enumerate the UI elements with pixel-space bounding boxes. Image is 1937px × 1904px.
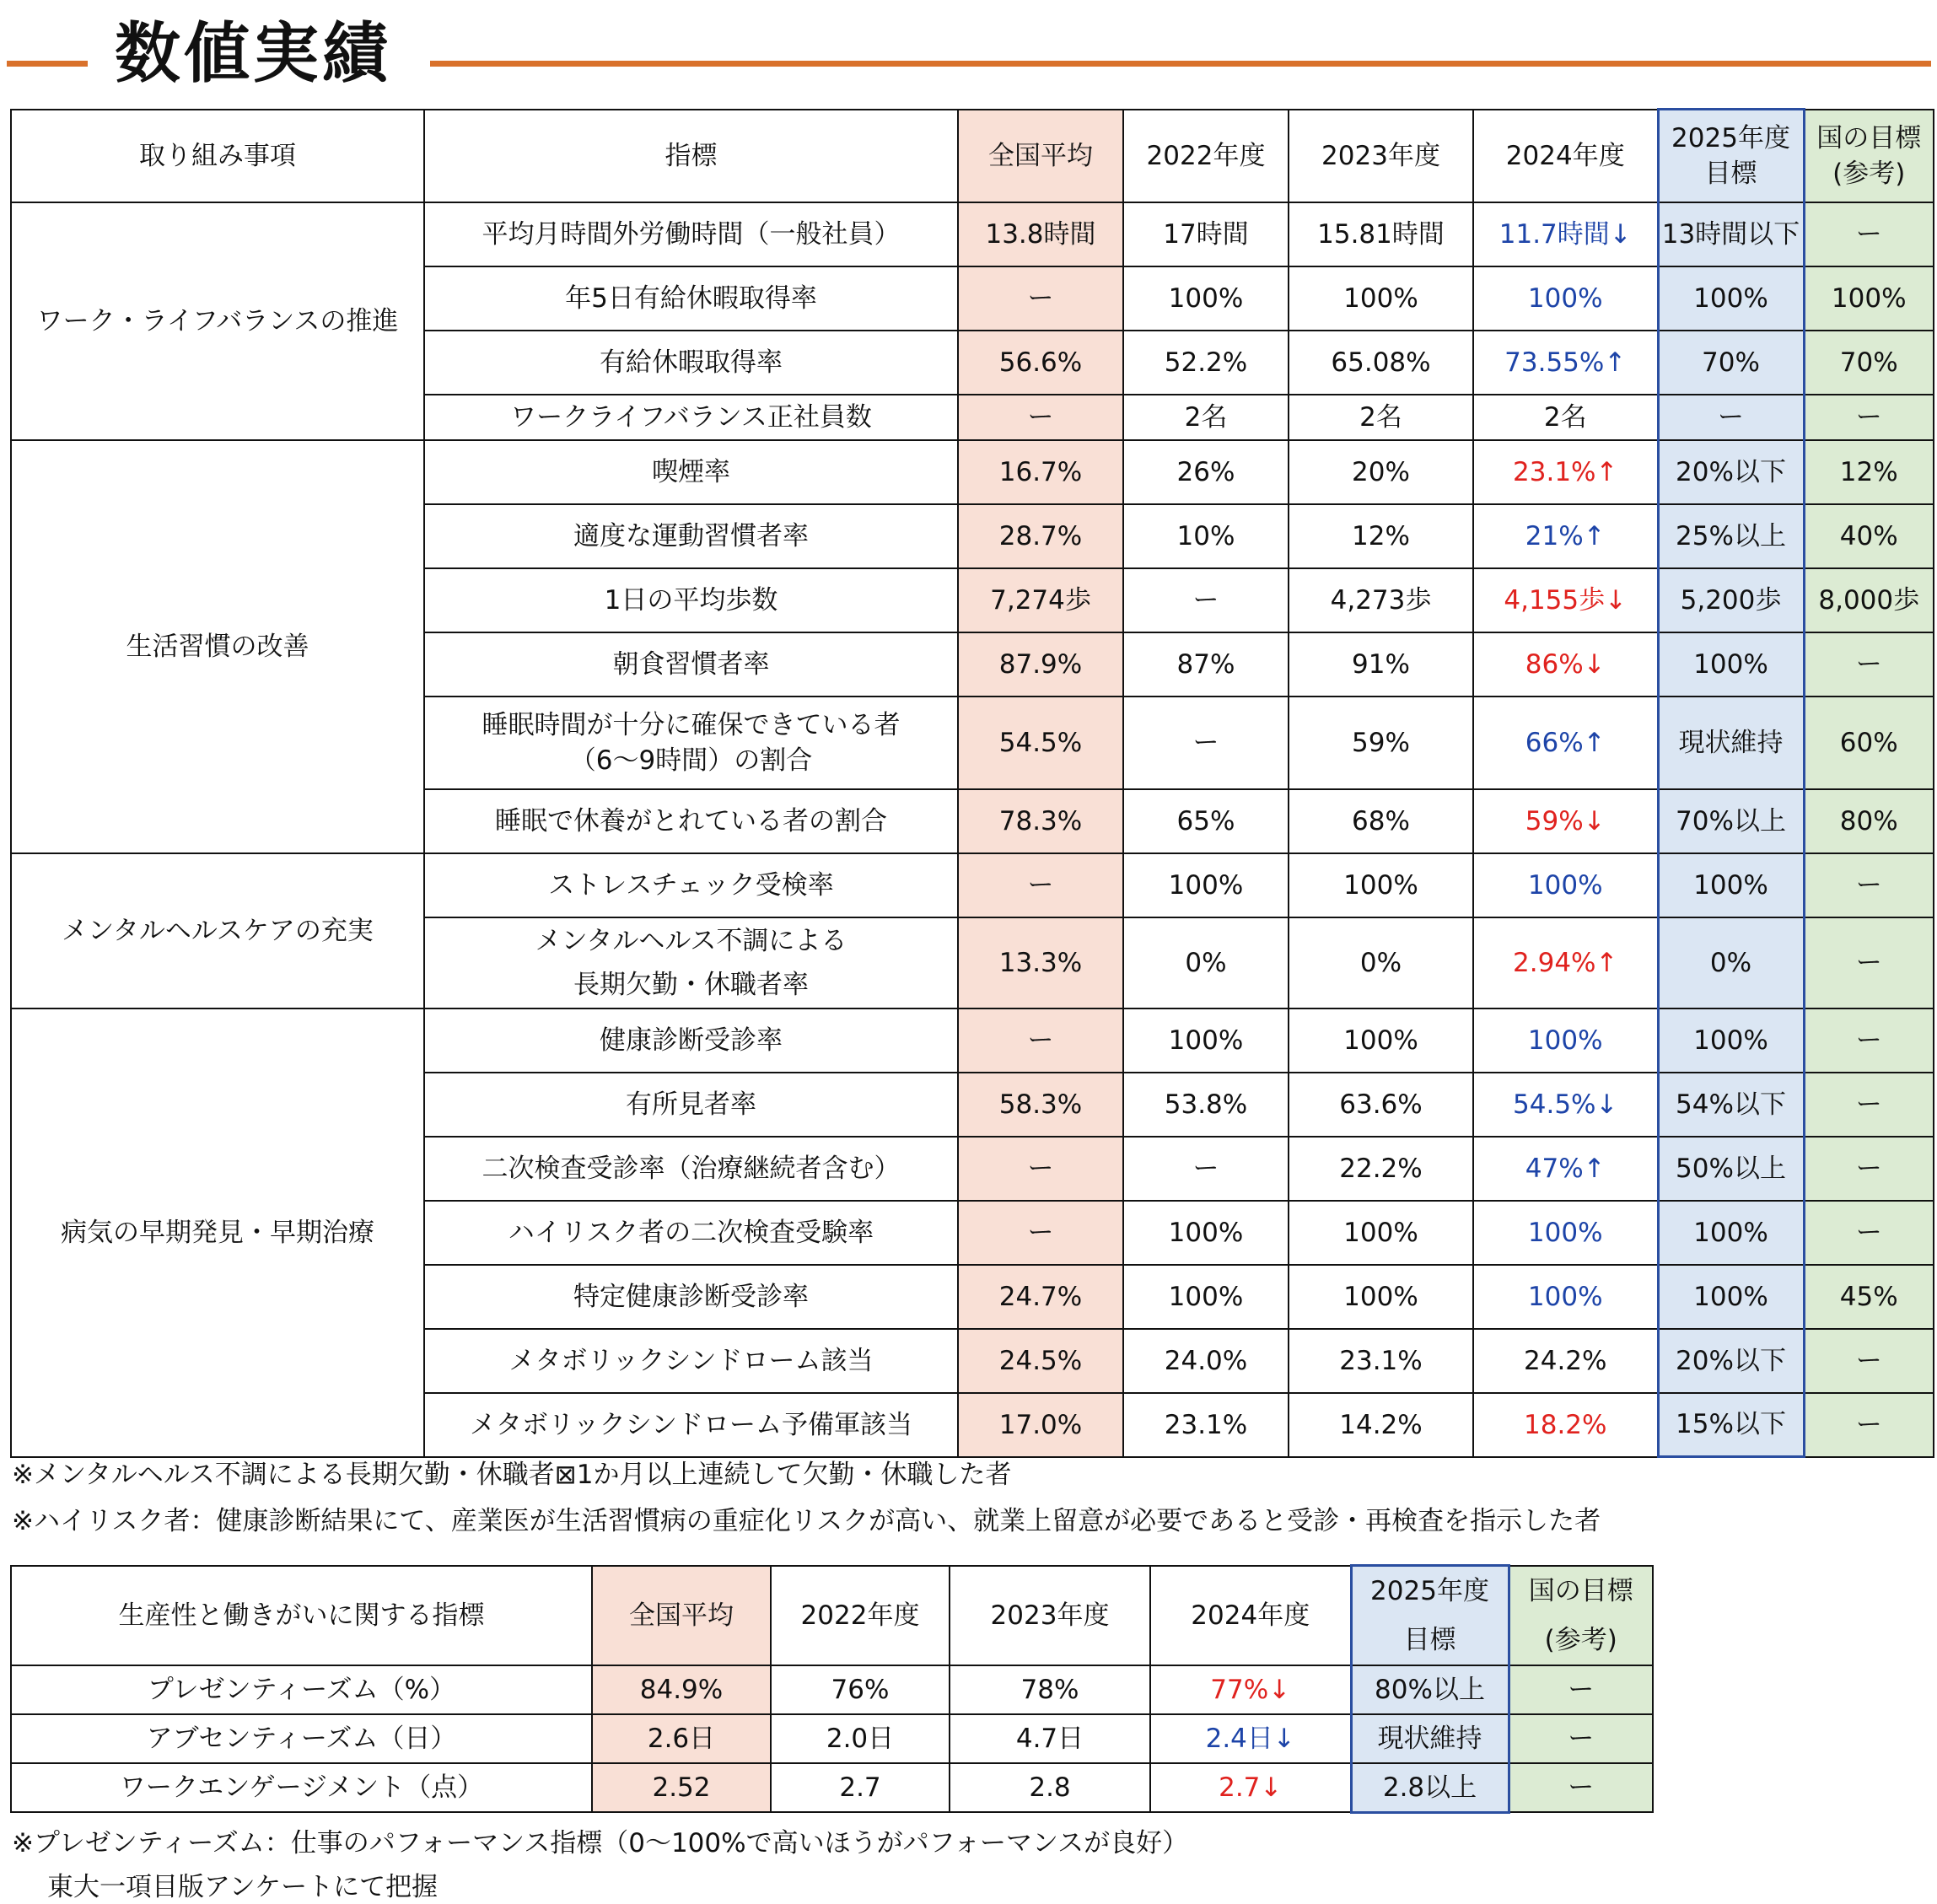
ref-cell: 8,000歩 <box>1804 568 1934 632</box>
y2022-cell: ー <box>1123 1137 1289 1201</box>
header-target-line1: 2025年度 <box>1671 122 1790 153</box>
header-national: 全国平均 <box>592 1566 771 1666</box>
ref-cell: ー <box>1804 1329 1934 1393</box>
y2024-cell: 24.2% <box>1473 1329 1658 1393</box>
y2024-cell: 54.5%↓ <box>1473 1073 1658 1137</box>
target-cell: 20%以下 <box>1658 440 1804 504</box>
y2024-cell: 86%↓ <box>1473 632 1658 697</box>
ref-cell: ー <box>1509 1763 1653 1812</box>
ref-cell: ー <box>1804 1393 1934 1457</box>
y2024-cell: 73.55%↑ <box>1473 331 1658 395</box>
y2024-cell: 2名 <box>1473 395 1658 440</box>
indicator-cell: 平均月時間外労働時間（一般社員） <box>424 202 958 266</box>
y2024-cell: 100% <box>1473 1265 1658 1329</box>
header-2022: 2022年度 <box>771 1566 950 1666</box>
footnote: 東大一項目版アンケートにて把握 <box>47 1872 439 1902</box>
y2022-cell: 100% <box>1123 1201 1289 1265</box>
y2023-cell: 4.7日 <box>950 1714 1150 1763</box>
ref-cell: ー <box>1804 1073 1934 1137</box>
header-ref <box>1509 1566 1653 1666</box>
national-cell: ー <box>958 266 1123 331</box>
ref-cell: ー <box>1804 853 1934 917</box>
title-rule-right <box>430 61 1931 67</box>
y2022-cell: 76% <box>771 1665 950 1714</box>
y2022-cell: 65% <box>1123 789 1289 853</box>
national-cell: 2.52 <box>592 1763 771 1812</box>
header-target <box>1351 1566 1509 1666</box>
y2024-cell: 100% <box>1473 266 1658 331</box>
national-cell: 13.3% <box>958 917 1123 1008</box>
indicator-cell: 睡眠で休養がとれている者の割合 <box>424 789 958 853</box>
indicator-cell: ワークライフバランス正社員数 <box>424 395 958 440</box>
target-cell: 5,200歩 <box>1658 568 1804 632</box>
indicator-cell <box>424 917 958 1008</box>
national-cell: 56.6% <box>958 331 1123 395</box>
footnote: ※ハイリスク者：健康診断結果にて、産業医が生活習慣病の重症化リスクが高い、就業上留意が必要であると受診・再検査を指示した者 <box>12 1506 1601 1536</box>
table-row <box>11 853 1934 917</box>
national-cell: 13.8時間 <box>958 202 1123 266</box>
national-cell: ー <box>958 395 1123 440</box>
national-cell: 54.5% <box>958 697 1123 789</box>
national-cell: 7,274歩 <box>958 568 1123 632</box>
target-cell: 100% <box>1658 1265 1804 1329</box>
table-row <box>11 1665 1653 1714</box>
footnote: ※メンタルヘルス不調による長期欠勤・休職者⊠1か月以上連続して欠勤・休職した者 <box>12 1460 1012 1490</box>
ref-cell: 80% <box>1804 789 1934 853</box>
y2022-cell: 52.2% <box>1123 331 1289 395</box>
y2023-cell: 2.8 <box>950 1763 1150 1812</box>
table-row <box>11 1763 1653 1812</box>
y2023-cell: 100% <box>1289 853 1473 917</box>
y2022-cell: ー <box>1123 697 1289 789</box>
y2023-cell: 20% <box>1289 440 1473 504</box>
ref-cell: ー <box>1804 1201 1934 1265</box>
y2024-cell: 21%↑ <box>1473 504 1658 568</box>
y2023-cell: 2名 <box>1289 395 1473 440</box>
national-cell: 78.3% <box>958 789 1123 853</box>
page-title: 数値実績 <box>115 16 392 92</box>
indicator-cell: 特定健康診断受診率 <box>424 1265 958 1329</box>
indicator-cell <box>424 697 958 789</box>
y2023-cell: 15.81時間 <box>1289 202 1473 266</box>
header-indicator: 生産性と働きがいに関する指標 <box>11 1566 592 1666</box>
target-cell: 80%以上 <box>1351 1665 1509 1714</box>
target-cell: 70%以上 <box>1658 789 1804 853</box>
target-cell: 50%以上 <box>1658 1137 1804 1201</box>
title-row <box>0 0 1937 101</box>
header-target-line2: 目標 <box>1403 1625 1456 1655</box>
national-cell: 84.9% <box>592 1665 771 1714</box>
national-cell: 16.7% <box>958 440 1123 504</box>
y2023-cell: 68% <box>1289 789 1473 853</box>
health-results-table <box>10 108 1934 1458</box>
y2024-cell: 100% <box>1473 1201 1658 1265</box>
indicator-line: （6〜9時間）の割合 <box>569 745 813 776</box>
header-national: 全国平均 <box>958 110 1123 202</box>
target-cell: 100% <box>1658 853 1804 917</box>
category-cell: メンタルヘルスケアの充実 <box>11 853 424 1008</box>
ref-cell: ー <box>1509 1665 1653 1714</box>
header-ref <box>1804 110 1934 202</box>
indicator-cell: 喫煙率 <box>424 440 958 504</box>
y2024-cell: 18.2% <box>1473 1393 1658 1457</box>
y2022-cell: 0% <box>1123 917 1289 1008</box>
y2022-cell: 17時間 <box>1123 202 1289 266</box>
indicator-cell: 朝食習慣者率 <box>424 632 958 697</box>
y2023-cell: 100% <box>1289 1008 1473 1073</box>
national-cell: 58.3% <box>958 1073 1123 1137</box>
header-2023: 2023年度 <box>950 1566 1150 1666</box>
ref-cell: 100% <box>1804 266 1934 331</box>
indicator-cell: ストレスチェック受検率 <box>424 853 958 917</box>
ref-cell: ー <box>1804 632 1934 697</box>
footnote: ※プレゼンティーズム：仕事のパフォーマンス指標（0〜100%で高いほうがパフォーマンスが良好） <box>12 1828 1189 1858</box>
y2022-cell: 100% <box>1123 266 1289 331</box>
title-rule-left <box>7 61 88 67</box>
header-2024: 2024年度 <box>1473 110 1658 202</box>
ref-cell: 60% <box>1804 697 1934 789</box>
ref-cell: 70% <box>1804 331 1934 395</box>
y2023-cell: 100% <box>1289 1265 1473 1329</box>
indicator-cell: 1日の平均歩数 <box>424 568 958 632</box>
y2023-cell: 4,273歩 <box>1289 568 1473 632</box>
y2023-cell: 91% <box>1289 632 1473 697</box>
indicator-cell: 適度な運動習慣者率 <box>424 504 958 568</box>
y2023-cell: 12% <box>1289 504 1473 568</box>
productivity-table <box>10 1564 1654 1814</box>
y2023-cell: 23.1% <box>1289 1329 1473 1393</box>
y2022-cell: 24.0% <box>1123 1329 1289 1393</box>
header-2024: 2024年度 <box>1150 1566 1351 1666</box>
y2022-cell: 2名 <box>1123 395 1289 440</box>
table-row <box>11 202 1934 266</box>
header-ref-line1: 国の目標 <box>1816 122 1922 153</box>
national-cell: 87.9% <box>958 632 1123 697</box>
y2022-cell: 10% <box>1123 504 1289 568</box>
indicator-cell: メタボリックシンドローム予備軍該当 <box>424 1393 958 1457</box>
y2024-cell: 2.7↓ <box>1150 1763 1351 1812</box>
y2022-cell: 100% <box>1123 853 1289 917</box>
indicator-cell: メタボリックシンドローム該当 <box>424 1329 958 1393</box>
y2024-cell: 77%↓ <box>1150 1665 1351 1714</box>
category-cell: 病気の早期発見・早期治療 <box>11 1008 424 1457</box>
header-ref-line1: 国の目標 <box>1528 1575 1633 1606</box>
y2022-cell: 23.1% <box>1123 1393 1289 1457</box>
y2024-cell: 59%↓ <box>1473 789 1658 853</box>
national-cell: 24.5% <box>958 1329 1123 1393</box>
y2022-cell: 26% <box>1123 440 1289 504</box>
target-cell: 100% <box>1658 632 1804 697</box>
target-cell: 0% <box>1658 917 1804 1008</box>
category-cell: 生活習慣の改善 <box>11 440 424 853</box>
y2023-cell: 59% <box>1289 697 1473 789</box>
ref-cell: ー <box>1804 1137 1934 1201</box>
y2024-cell: 47%↑ <box>1473 1137 1658 1201</box>
target-cell: 100% <box>1658 266 1804 331</box>
target-cell: 70% <box>1658 331 1804 395</box>
y2023-cell: 65.08% <box>1289 331 1473 395</box>
y2023-cell: 100% <box>1289 1201 1473 1265</box>
indicator-cell: 健康診断受診率 <box>424 1008 958 1073</box>
target-cell: 100% <box>1658 1008 1804 1073</box>
national-cell: ー <box>958 853 1123 917</box>
national-cell: 17.0% <box>958 1393 1123 1457</box>
indicator-cell: ワークエンゲージメント（点） <box>11 1763 592 1812</box>
header-target <box>1658 110 1804 202</box>
header-target-line2: 目標 <box>1704 158 1757 189</box>
ref-cell: ー <box>1804 202 1934 266</box>
header-ref-line2: (参考) <box>1544 1624 1617 1655</box>
indicator-line: 睡眠時間が十分に確保できている者 <box>482 709 901 740</box>
header-indicator: 指標 <box>424 110 958 202</box>
national-cell: 24.7% <box>958 1265 1123 1329</box>
target-cell: 25%以上 <box>1658 504 1804 568</box>
y2024-cell: 23.1%↑ <box>1473 440 1658 504</box>
indicator-cell: アブセンティーズム（日） <box>11 1714 592 1763</box>
y2024-cell: 66%↑ <box>1473 697 1658 789</box>
target-cell: 2.8以上 <box>1351 1763 1509 1812</box>
y2023-cell: 78% <box>950 1665 1150 1714</box>
y2024-cell: 11.7時間↓ <box>1473 202 1658 266</box>
target-cell: 15%以下 <box>1658 1393 1804 1457</box>
national-cell: 2.6日 <box>592 1714 771 1763</box>
y2022-cell: 87% <box>1123 632 1289 697</box>
header-category: 取り組み事項 <box>11 110 424 202</box>
table-row <box>11 440 1934 504</box>
header-2023: 2023年度 <box>1289 110 1473 202</box>
y2024-cell: 100% <box>1473 1008 1658 1073</box>
y2024-cell: 2.4日↓ <box>1150 1714 1351 1763</box>
ref-cell: 45% <box>1804 1265 1934 1329</box>
indicator-cell: 二次検査受診率（治療継続者含む） <box>424 1137 958 1201</box>
y2024-cell: 2.94%↑ <box>1473 917 1658 1008</box>
y2023-cell: 63.6% <box>1289 1073 1473 1137</box>
y2022-cell: ー <box>1123 568 1289 632</box>
ref-cell: 40% <box>1804 504 1934 568</box>
indicator-cell: 年5日有給休暇取得率 <box>424 266 958 331</box>
y2023-cell: 0% <box>1289 917 1473 1008</box>
indicator-line: メンタルヘルス不調による <box>535 925 847 956</box>
indicator-cell: ハイリスク者の二次検査受験率 <box>424 1201 958 1265</box>
target-cell: 現状維持 <box>1351 1714 1509 1763</box>
y2022-cell: 100% <box>1123 1265 1289 1329</box>
ref-cell: ー <box>1804 395 1934 440</box>
indicator-cell: 有所見者率 <box>424 1073 958 1137</box>
table-row <box>11 1714 1653 1763</box>
y2023-cell: 14.2% <box>1289 1393 1473 1457</box>
y2022-cell: 100% <box>1123 1008 1289 1073</box>
y2024-cell: 4,155歩↓ <box>1473 568 1658 632</box>
target-cell: 100% <box>1658 1201 1804 1265</box>
y2022-cell: 53.8% <box>1123 1073 1289 1137</box>
target-cell: 現状維持 <box>1658 697 1804 789</box>
national-cell: ー <box>958 1008 1123 1073</box>
target-cell: 54%以下 <box>1658 1073 1804 1137</box>
ref-cell: ー <box>1509 1714 1653 1763</box>
target-cell: ー <box>1658 395 1804 440</box>
national-cell: 28.7% <box>958 504 1123 568</box>
table-row <box>11 1008 1934 1073</box>
y2024-cell: 100% <box>1473 853 1658 917</box>
ref-cell: ー <box>1804 917 1934 1008</box>
header-target-line1: 2025年度 <box>1370 1576 1489 1606</box>
indicator-line: 長期欠勤・休職者率 <box>573 969 809 1000</box>
table-header-row <box>11 1566 1653 1666</box>
ref-cell: ー <box>1804 1008 1934 1073</box>
indicator-cell: 有給休暇取得率 <box>424 331 958 395</box>
y2023-cell: 22.2% <box>1289 1137 1473 1201</box>
national-cell: ー <box>958 1137 1123 1201</box>
y2022-cell: 2.0日 <box>771 1714 950 1763</box>
y2023-cell: 100% <box>1289 266 1473 331</box>
ref-cell: 12% <box>1804 440 1934 504</box>
national-cell: ー <box>958 1201 1123 1265</box>
header-ref-line2: (参考) <box>1832 158 1906 189</box>
category-cell: ワーク・ライフバランスの推進 <box>11 202 424 440</box>
table-header-row <box>11 110 1934 202</box>
target-cell: 20%以下 <box>1658 1329 1804 1393</box>
y2022-cell: 2.7 <box>771 1763 950 1812</box>
indicator-cell: プレゼンティーズム（%） <box>11 1665 592 1714</box>
target-cell: 13時間以下 <box>1658 202 1804 266</box>
header-2022: 2022年度 <box>1123 110 1289 202</box>
